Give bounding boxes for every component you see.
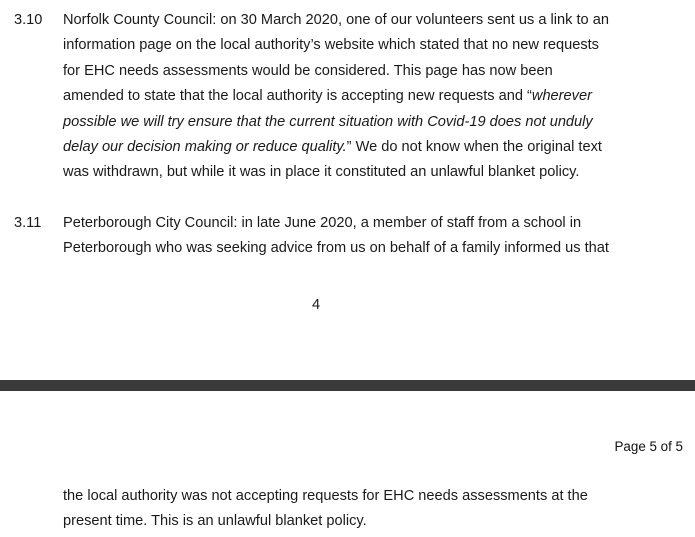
text-line bbox=[63, 110, 638, 135]
text-line bbox=[63, 211, 638, 236]
text-segment: was withdrawn, but while it was in place it constituted an unlawful blanket policy. bbox=[63, 164, 580, 181]
text-segment: Peterborough City Council: in late June 2020, a member of staff from a school in bbox=[63, 215, 582, 231]
text-segment: Norfolk County Council: on 30 March 2020, one of our volunteers sent us a link to an bbox=[63, 12, 609, 28]
text-line bbox=[63, 84, 638, 109]
text-line: present time. This is an unlawful blanket policy. bbox=[63, 513, 367, 530]
text-line bbox=[63, 160, 638, 185]
paragraph-body bbox=[63, 211, 638, 262]
continued-paragraph bbox=[63, 484, 588, 535]
text-segment: for EHC needs assessments would be considered. This page has now been bbox=[63, 62, 553, 79]
text-line bbox=[63, 236, 638, 261]
text-line bbox=[63, 59, 638, 84]
text-line bbox=[63, 8, 638, 33]
page-separator bbox=[0, 380, 695, 391]
text-line: the local authority was not accepting requests for EHC needs assessments at the bbox=[63, 488, 588, 504]
page-counter: Page 5 of 5 bbox=[614, 439, 683, 454]
text-line bbox=[63, 33, 638, 58]
paragraph-body bbox=[63, 8, 638, 186]
paragraph-number: 3.10 bbox=[14, 12, 43, 28]
quoted-text: delay our decision making or reduce quality. bbox=[63, 139, 347, 156]
page-number: 4 bbox=[311, 297, 321, 313]
paragraph-number: 3.11 bbox=[14, 215, 42, 231]
text-segment: Peterborough who was seeking advice from us on behalf of a family informed us that bbox=[63, 240, 609, 257]
text-segment: amended to state that the local authority is accepting new requests and “ bbox=[63, 88, 532, 105]
quoted-text: possible we will try ensure that the current situation with Covid-19 does not unduly bbox=[63, 113, 593, 130]
text-segment: information page on the local authority’s website which stated that no new requests bbox=[63, 37, 599, 54]
quoted-text: wherever bbox=[531, 88, 592, 105]
text-segment: ” We do not know when the original text bbox=[346, 139, 602, 156]
text-line bbox=[63, 135, 638, 160]
